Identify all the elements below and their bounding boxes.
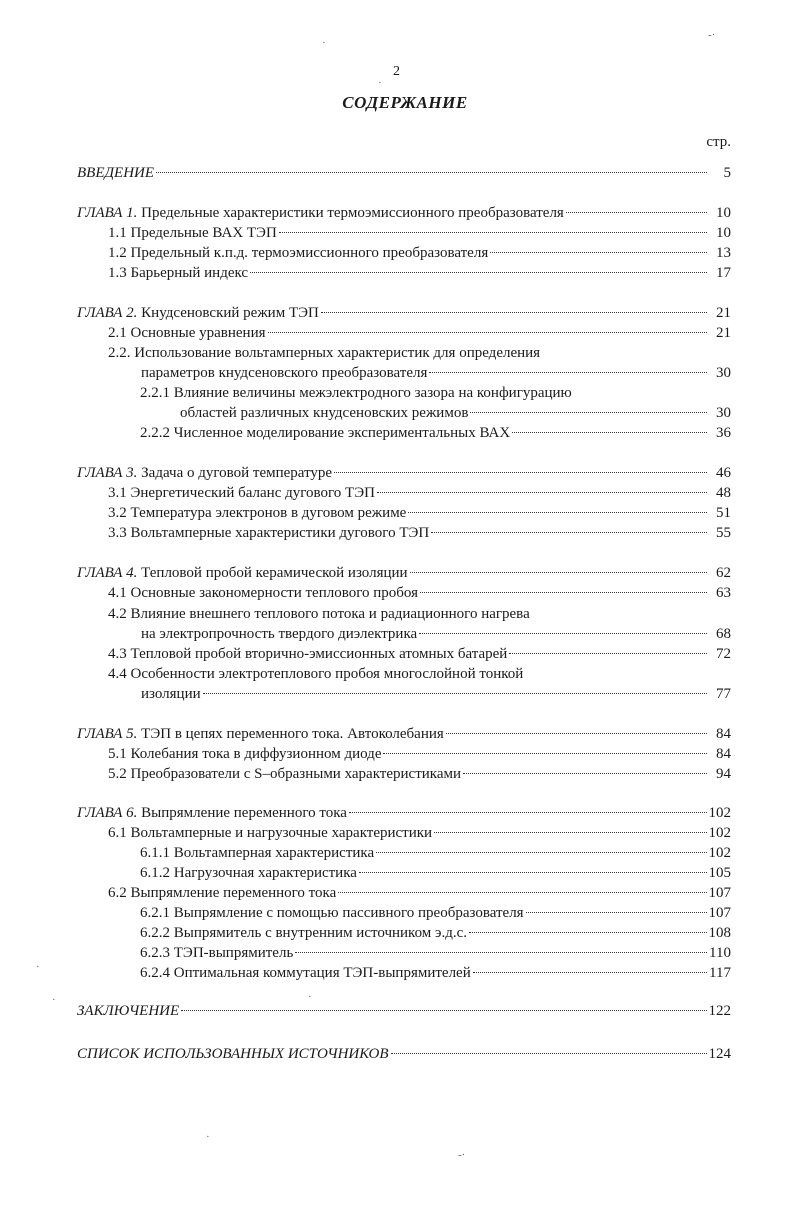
toc-entry-title (108, 323, 266, 343)
toc-entry (140, 943, 731, 963)
toc-entry-page: 21 (716, 325, 731, 341)
dot-leader (490, 252, 707, 253)
toc-entry (77, 463, 731, 483)
toc-entry-title (140, 843, 374, 863)
toc-entry-title (108, 523, 429, 543)
toc-entry-page: 30 (716, 365, 731, 381)
scan-speck: · (36, 961, 40, 973)
toc-entry (108, 323, 731, 343)
toc-entry-title (140, 383, 572, 403)
toc-entry-page: 51 (716, 505, 731, 521)
toc-entry-text: Предельные характеристики термоэмиссионного преобразователя (137, 205, 564, 221)
toc-entry-text: 6.1.2 Нагрузочная характеристика (140, 865, 357, 881)
toc-entry-page: 102 (708, 805, 731, 821)
toc-entry-title (77, 563, 408, 583)
toc-entry (140, 903, 731, 923)
toc-entry (108, 644, 731, 664)
dot-leader (268, 332, 708, 333)
scan-speck: · (308, 991, 312, 1003)
scan-speck: · (322, 37, 326, 49)
dot-leader (295, 952, 707, 953)
toc-entry-page: 68 (716, 626, 731, 642)
toc-entry (140, 963, 731, 983)
toc-entry-page: 63 (716, 585, 731, 601)
toc-entry-prefix: ВВЕДЕНИЕ (77, 165, 155, 181)
scan-speck: -· (708, 29, 716, 41)
toc-entry-text: 4.4 Особенности электротеплового пробоя многослойной тонкой (108, 666, 524, 682)
dot-leader (469, 932, 706, 933)
toc-entry-text: ТЭП в цепях переменного тока. Автоколебания (137, 726, 444, 742)
toc-entry-title (77, 803, 347, 823)
toc-entry-title (140, 963, 471, 983)
toc-entry (108, 503, 731, 523)
toc-entry (108, 823, 731, 843)
toc-entry-title (141, 624, 417, 644)
dot-leader (181, 1010, 706, 1011)
toc-entry-text: 2.1 Основные уравнения (108, 325, 266, 341)
toc-entry-text: 1.1 Предельные ВАХ ТЭП (108, 225, 277, 241)
dot-leader (391, 1053, 707, 1054)
toc-entry-page: 46 (716, 465, 731, 481)
toc-entry-prefix: СПИСОК ИСПОЛЬЗОВАННЫХ ИСТОЧНИКОВ (77, 1046, 389, 1062)
toc-entry-page: 62 (716, 565, 731, 581)
toc-entry-page: 10 (716, 205, 731, 221)
toc-entry (108, 243, 731, 263)
toc-entry (77, 1001, 731, 1021)
toc-entry-page: 124 (708, 1046, 731, 1062)
scan-speck: · (52, 994, 56, 1006)
toc-entry-text: 1.3 Барьерный индекс (108, 265, 249, 281)
dot-leader (446, 733, 707, 734)
toc-entry-prefix: ГЛАВА 5. (77, 726, 138, 742)
toc-entry-title (108, 883, 336, 903)
toc-entry-title (140, 943, 293, 963)
page-column-header: стр. (706, 134, 731, 150)
toc-entry-title (77, 724, 444, 744)
toc-entry-title (141, 684, 201, 704)
toc-entry-page: 77 (716, 686, 731, 702)
toc-entry-text: 4.1 Основные закономерности теплового пробоя (108, 585, 419, 601)
toc-entry-text: параметров кнудсеновского преобразователя (141, 365, 428, 381)
toc-entry-title (141, 363, 427, 383)
toc-entry-text: 6.2 Выпрямление переменного тока (108, 885, 337, 901)
toc-entry (108, 764, 731, 784)
toc-entry-text: 6.2.1 Выпрямление с помощью пассивного преобразователя (140, 905, 524, 921)
dot-leader (470, 412, 707, 413)
dot-leader (359, 872, 707, 873)
dot-leader (203, 693, 707, 694)
toc-entry (108, 483, 731, 503)
toc-entry (140, 383, 731, 403)
toc-entry-text: Задача о дуговой температуре (137, 465, 333, 481)
page-title: СОДЕРЖАНИЕ (342, 93, 468, 112)
dot-leader (349, 812, 707, 813)
dot-leader (429, 372, 707, 373)
dot-leader (509, 653, 707, 654)
toc-entry (77, 1044, 731, 1064)
toc-entry-text: 2.2.2 Численное моделирование экспериментальных ВАХ (140, 425, 511, 441)
dot-leader (321, 312, 707, 313)
toc-entry-page: 105 (708, 865, 731, 881)
toc-entry-page: 84 (716, 726, 731, 742)
toc-entry-prefix: ГЛАВА 3. (77, 465, 138, 481)
toc-entry (108, 523, 731, 543)
dot-leader (334, 472, 707, 473)
toc-entry-text: на электропрочность твердого диэлектрика (141, 626, 418, 642)
toc-entry-page: 21 (716, 305, 731, 321)
toc-entry (141, 684, 731, 704)
toc-entry-title (77, 163, 154, 183)
toc-entry-title (108, 343, 540, 363)
page-number: 2 (393, 64, 400, 79)
toc-entry-page: 107 (708, 905, 731, 921)
toc-entry-prefix: ГЛАВА 1. (77, 205, 138, 221)
toc-entry-title (77, 463, 332, 483)
toc-entry-page: 102 (708, 845, 731, 861)
toc-entry-page: 5 (723, 165, 731, 181)
dot-leader (279, 232, 707, 233)
dot-leader (566, 212, 707, 213)
toc-entry-prefix: ГЛАВА 2. (77, 305, 138, 321)
toc-entry-text: 3.2 Температура электронов в дуговом режиме (108, 505, 407, 521)
dot-leader (408, 512, 707, 513)
toc-entry (140, 843, 731, 863)
toc-entry-page: 13 (716, 245, 731, 261)
toc-entry-title (108, 243, 488, 263)
toc-entry (77, 303, 731, 323)
dot-leader (463, 773, 707, 774)
toc-entry (140, 923, 731, 943)
toc-entry (141, 363, 731, 383)
toc-entry-text: областей различных кнудсеновских режимов (180, 405, 469, 421)
toc-entry-text: 3.3 Вольтамперные характеристики дугового ТЭП (108, 525, 430, 541)
dot-leader (431, 532, 707, 533)
toc-entry-page: 108 (708, 925, 731, 941)
toc-entry-page: 48 (716, 485, 731, 501)
toc-entry-title (108, 483, 375, 503)
dot-leader (526, 912, 707, 913)
toc-entry-page: 36 (716, 425, 731, 441)
toc-entry-text: 5.2 Преобразователи с S–образными характеристиками (108, 766, 462, 782)
toc-entry-page: 55 (716, 525, 731, 541)
toc-entry-title (140, 863, 357, 883)
toc-entry (108, 604, 731, 624)
toc-entry-text: 2.2. Использование вольтамперных характеристик для определения (108, 345, 541, 361)
toc-entry-text: Кнудсеновский режим ТЭП (137, 305, 319, 321)
toc-entry-prefix: ЗАКЛЮЧЕНИЕ (77, 1003, 180, 1019)
toc-entry (108, 223, 731, 243)
toc-entry-prefix: ГЛАВА 6. (77, 805, 138, 821)
dot-leader (383, 753, 707, 754)
toc-entry-text: 6.2.3 ТЭП-выпрямитель (140, 945, 294, 961)
dot-leader (410, 572, 707, 573)
toc-entry-text: Выпрямление переменного тока (137, 805, 347, 821)
dot-leader (512, 432, 707, 433)
toc-entry-text: 3.1 Энергетический баланс дугового ТЭП (108, 485, 375, 501)
scan-speck: · (206, 1131, 210, 1143)
toc-entry-page: 10 (716, 225, 731, 241)
toc-entry-text: 4.2 Влияние внешнего теплового потока и радиационного нагрева (108, 606, 530, 622)
toc-entry-text: 4.3 Тепловой пробой вторично-эмиссионных атомных батарей (108, 646, 508, 662)
toc-entry-text: 6.2.2 Выпрямитель с внутренним источником э.д.с. (140, 925, 468, 941)
dot-leader (250, 272, 707, 273)
toc-entry (77, 724, 731, 744)
toc-entry-page: 117 (709, 965, 731, 981)
toc-entry-prefix: ГЛАВА 4. (77, 565, 138, 581)
toc-entry-text: изоляции (141, 686, 201, 702)
toc-entry-title (108, 744, 381, 764)
toc-entry-page: 30 (716, 405, 731, 421)
toc-entry-title (108, 223, 277, 243)
toc-entry-page: 110 (709, 945, 731, 961)
toc-entry (140, 423, 731, 443)
toc-entry-title (140, 923, 467, 943)
toc-entry-text: 6.2.4 Оптимальная коммутация ТЭП-выпрямителей (140, 965, 471, 981)
toc-entry (108, 263, 731, 283)
toc-entry (108, 583, 731, 603)
toc-entry-page: 102 (708, 825, 731, 841)
toc-entry-text: 2.2.1 Влияние величины межэлектродного зазора на конфигурацию (140, 385, 572, 401)
dot-leader (419, 633, 707, 634)
dot-leader (473, 972, 707, 973)
toc-entry-text: 6.1.1 Вольтамперная характеристика (140, 845, 375, 861)
dot-leader (156, 172, 707, 173)
toc-entry-title (108, 583, 418, 603)
toc-entry-title (77, 1001, 179, 1021)
toc-entry-title (108, 764, 461, 784)
toc-entry-title (108, 664, 523, 684)
toc-entry (140, 863, 731, 883)
toc-entry-page: 107 (708, 885, 731, 901)
dot-leader (376, 852, 706, 853)
dot-leader (338, 892, 706, 893)
toc-entry-title (108, 503, 406, 523)
toc-entry (77, 203, 731, 223)
toc-entry-title (140, 903, 524, 923)
toc-entry-page: 17 (716, 265, 731, 281)
toc-entry-text: 6.1 Вольтамперные и нагрузочные характеристики (108, 825, 433, 841)
toc-entry-text: 1.2 Предельный к.п.д. термоэмиссионного преобразователя (108, 245, 489, 261)
toc-entry-title (108, 823, 432, 843)
toc-entry-title (77, 1044, 389, 1064)
dot-leader (377, 492, 707, 493)
dot-leader (420, 592, 707, 593)
toc-entry (108, 664, 731, 684)
toc-entry (77, 163, 731, 183)
toc-entry (108, 883, 731, 903)
toc-entry-title (77, 203, 564, 223)
toc-entry-title (108, 644, 507, 664)
scan-speck: · (378, 77, 382, 89)
toc-entry (108, 343, 731, 363)
toc-entry-page: 122 (708, 1003, 731, 1019)
toc-entry-page: 94 (716, 766, 731, 782)
toc-entry-page: 84 (716, 746, 731, 762)
scan-speck: -· (458, 1149, 466, 1161)
toc-entry-text: Тепловой пробой керамической изоляции (137, 565, 408, 581)
dot-leader (434, 832, 706, 833)
toc-entry-page: 72 (716, 646, 731, 662)
toc-entry-text: 5.1 Колебания тока в диффузионном диоде (108, 746, 382, 762)
toc-entry-title (108, 604, 530, 624)
toc-entry-title (77, 303, 319, 323)
toc-entry (180, 403, 731, 423)
toc-entry (141, 624, 731, 644)
toc-entry (77, 563, 731, 583)
toc-entry-title (108, 263, 248, 283)
toc-entry (108, 744, 731, 764)
toc-entry-title (180, 403, 468, 423)
toc-entry-title (140, 423, 510, 443)
toc-entry (77, 803, 731, 823)
